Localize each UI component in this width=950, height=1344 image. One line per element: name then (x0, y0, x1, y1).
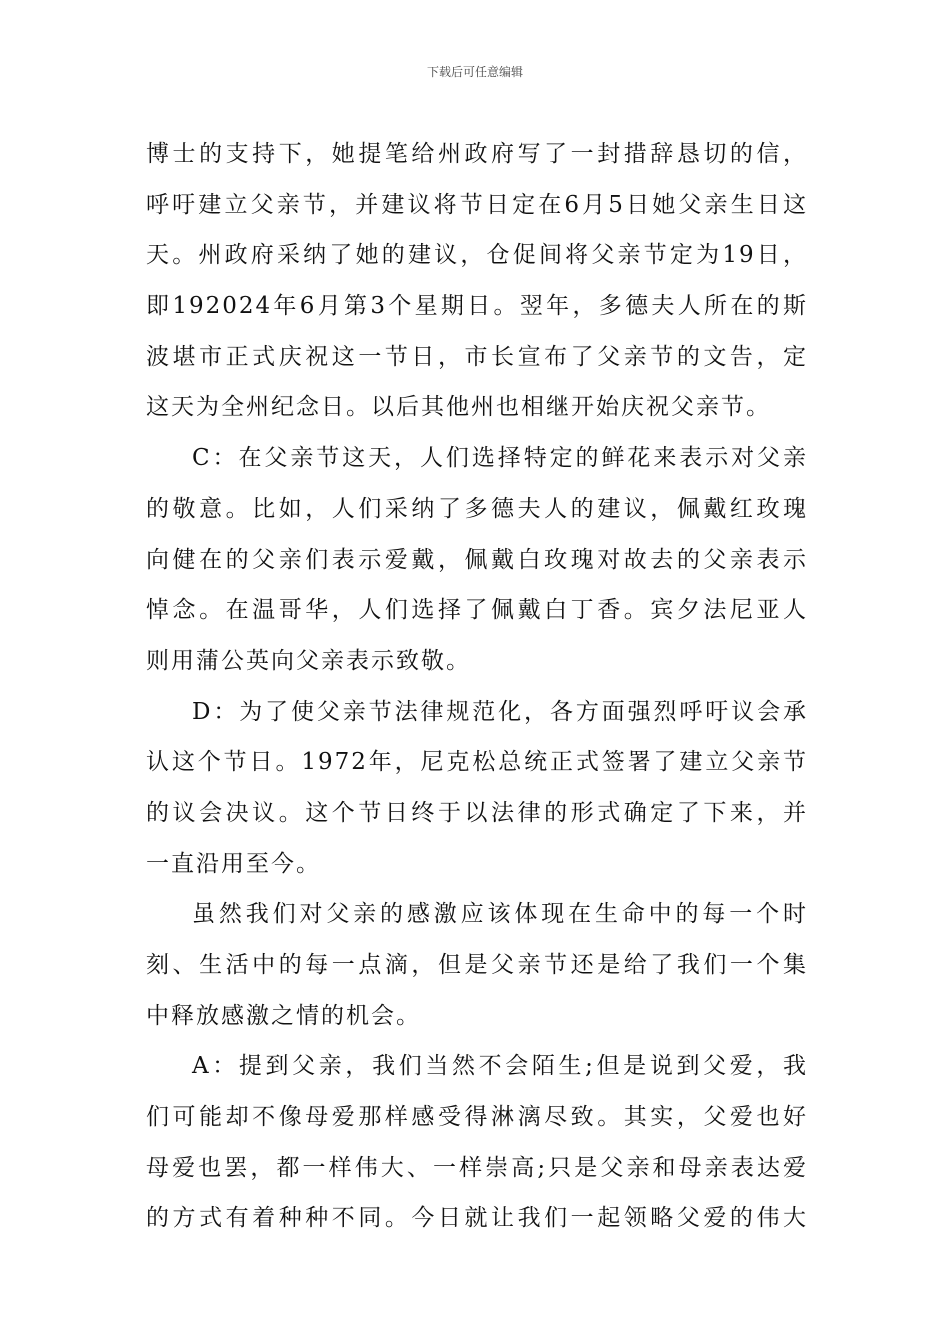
text-line: 中释放感激之情的机会。 (146, 1002, 421, 1029)
text-line: 悼念。在温哥华，人们选择了佩戴白丁香。宾夕法尼亚人 (146, 597, 808, 624)
text-line: 波堪市正式庆祝这一节日，市长宣布了父亲节的文告，定 (146, 343, 808, 370)
paragraph-a-start: A：提到父亲，我们当然不会陌生;但是说到父爱，我 (192, 1053, 808, 1080)
text-line: 们可能却不像母爱那样感受得淋漓尽致。其实，父爱也好 (146, 1104, 808, 1131)
text-line: 母爱也罢，都一样伟大、一样崇高;只是父亲和母亲表达爱 (146, 1154, 808, 1181)
text-line: 的方式有着种种不同。今日就让我们一起领略父爱的伟大 (146, 1205, 808, 1232)
text-line: 天。州政府采纳了她的建议，仓促间将父亲节定为19日， (146, 242, 808, 269)
text-line: 认这个节日。1972年，尼克松总统正式签署了建立父亲节 (146, 749, 808, 776)
text-line: 则用蒲公英向父亲表示致敬。 (146, 647, 471, 674)
text-line: 即192024年6月第3个星期日。翌年，多德夫人所在的斯 (146, 293, 808, 320)
paragraph-d-start: D：为了使父亲节法律规范化，各方面强烈呼吁议会承 (192, 698, 808, 725)
text-line: 博士的支持下，她提笔给州政府写了一封措辞恳切的信， (146, 141, 808, 167)
paragraph-gratitude-start: 虽然我们对父亲的感激应该体现在生命中的每一个时 (192, 901, 808, 928)
text-line: 刻、生活中的每一点滴，但是父亲节还是给了我们一个集 (146, 952, 808, 978)
text-line: 这天为全州纪念日。以后其他州也相继开始庆祝父亲节。 (146, 394, 771, 421)
body-text (146, 129, 808, 1244)
text-line: 一直沿用至今。 (146, 850, 321, 877)
text-line: 的议会决议。这个节日终于以法律的形式确定了下来，并 (146, 799, 808, 826)
text-line: 呼吁建立父亲节，并建议将节日定在6月5日她父亲生日这 (146, 191, 808, 218)
page-header-note: 下载后可任意编辑 (426, 65, 523, 79)
paragraph-c-start: C：在父亲节这天，人们选择特定的鲜花来表示对父亲 (192, 445, 808, 472)
text-line: 向健在的父亲们表示爱戴，佩戴白玫瑰对故去的父亲表示 (146, 546, 808, 573)
text-line: 的敬意。比如，人们采纳了多德夫人的建议，佩戴红玫瑰 (146, 495, 808, 522)
